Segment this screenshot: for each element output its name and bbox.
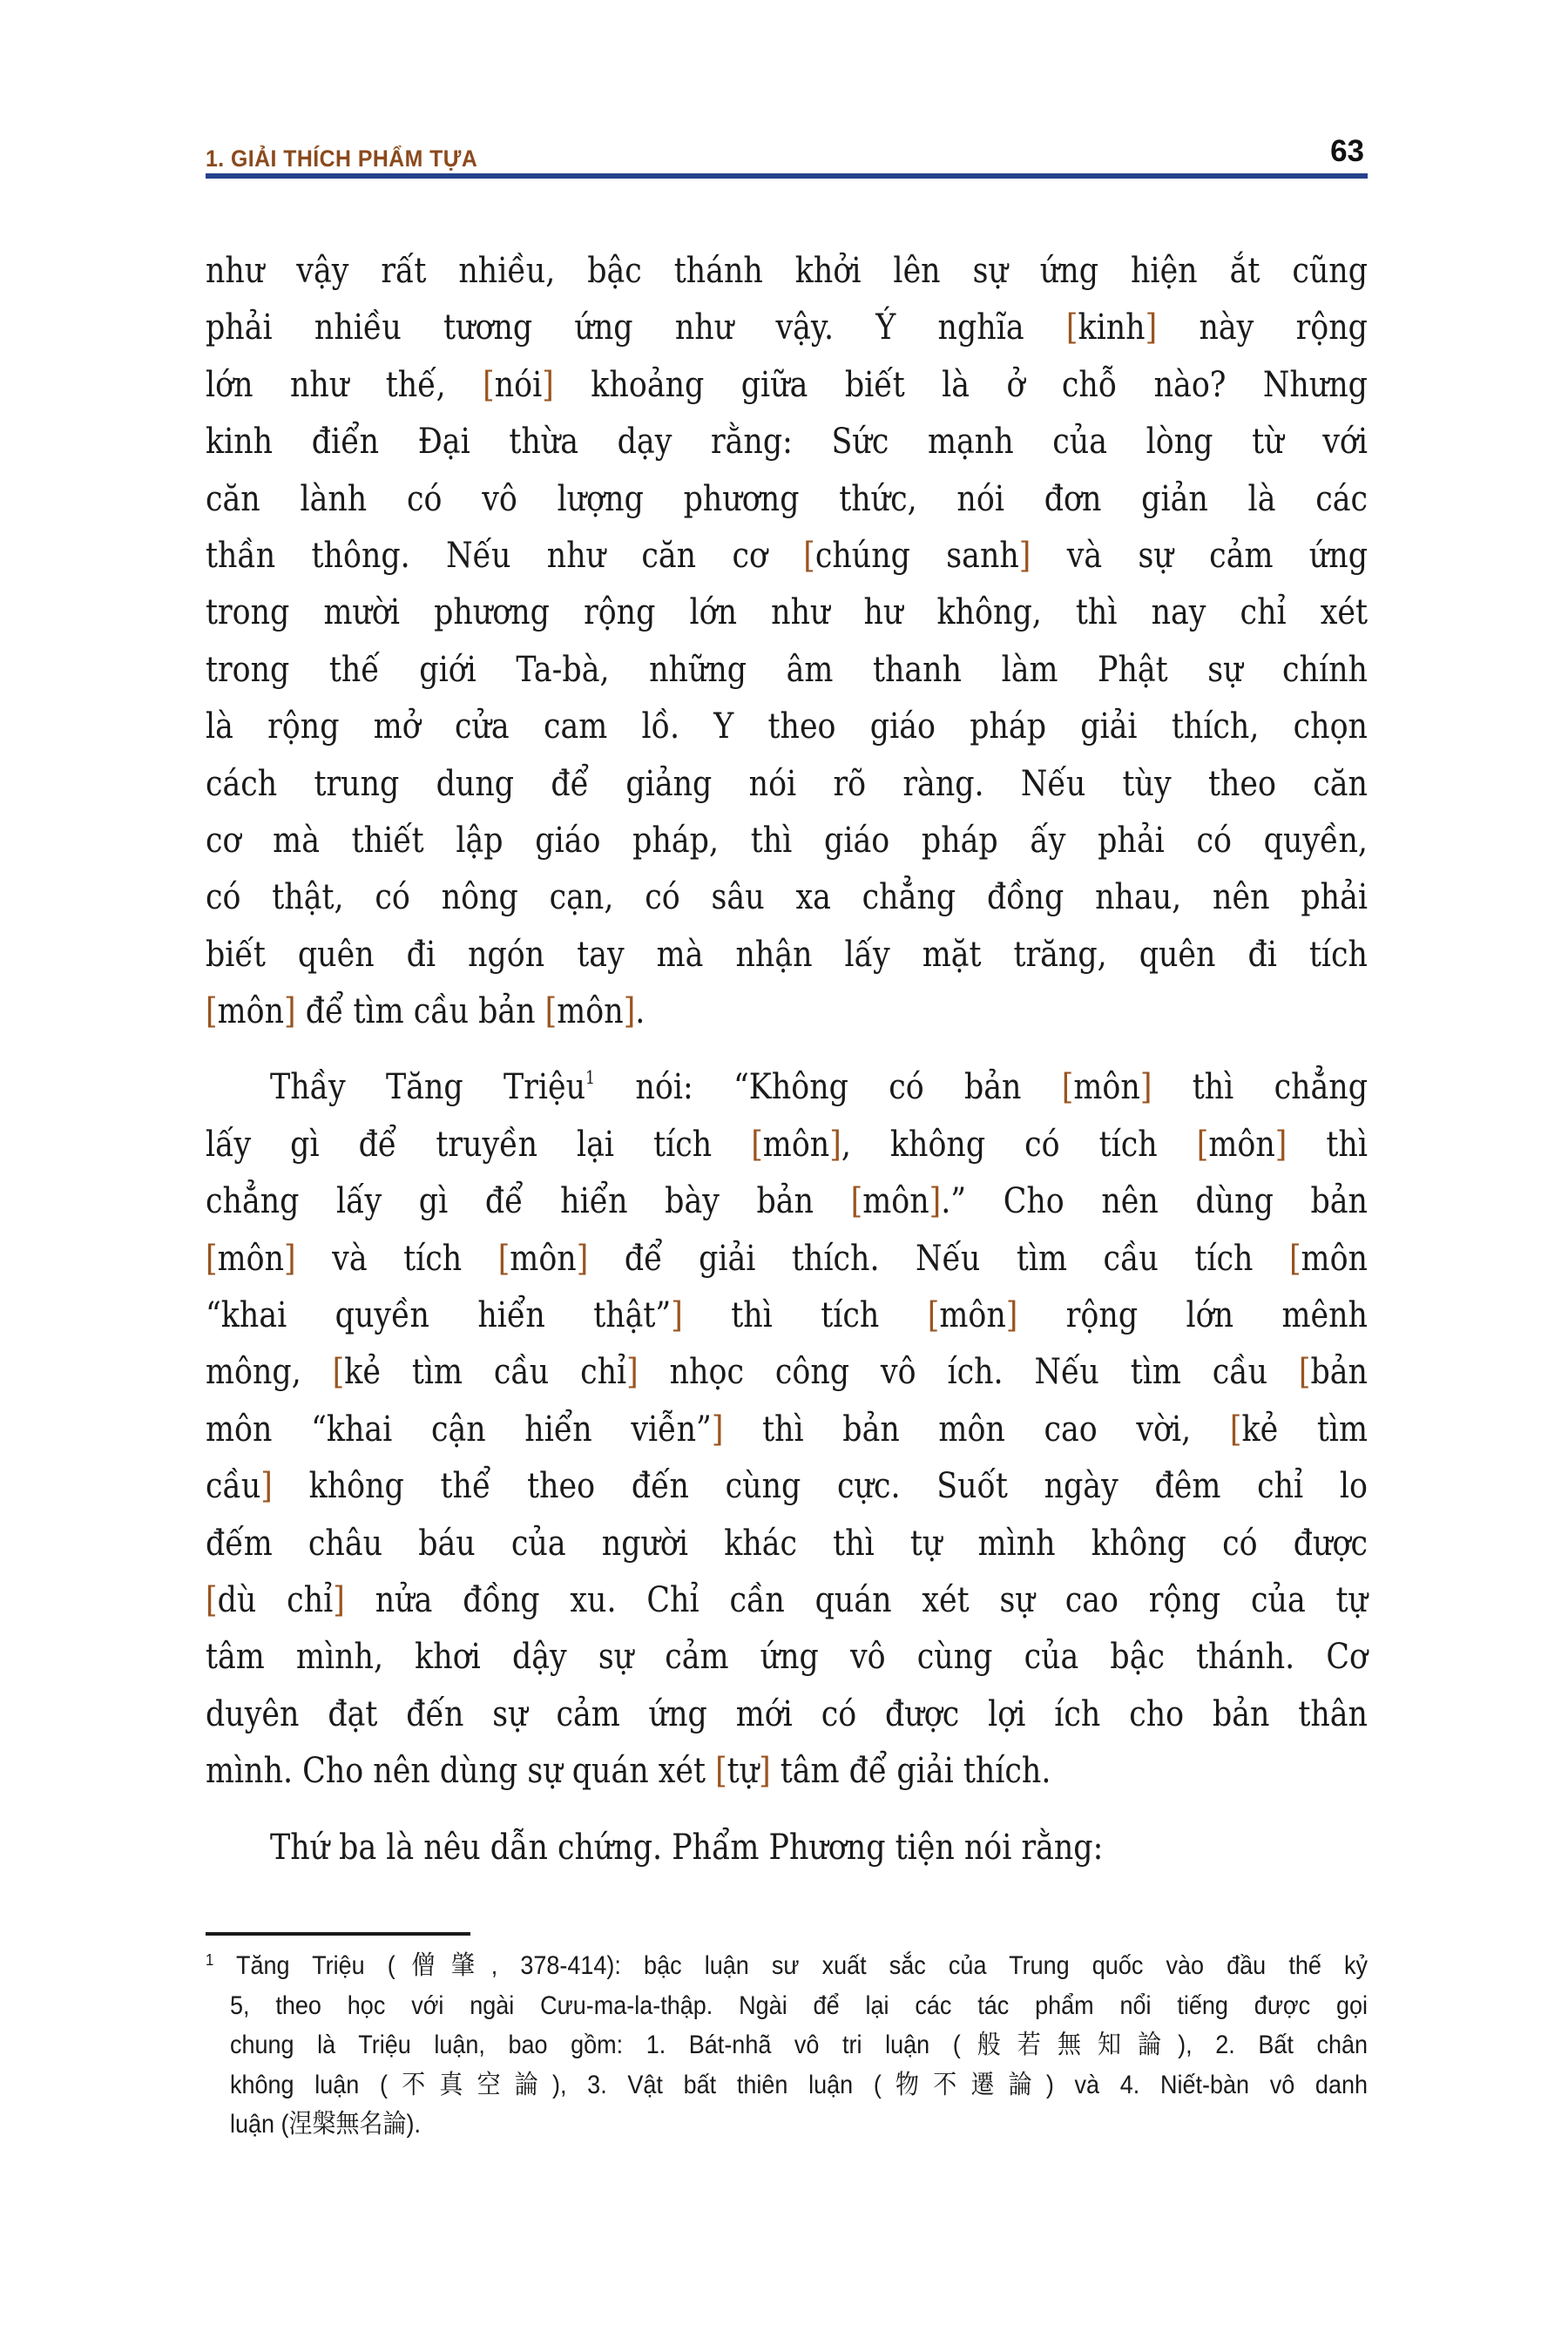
text-segment: nhọc công vô ích. Nếu tìm cầu — [638, 1350, 1299, 1393]
text-segment: Thầy Tăng Triệu — [269, 1065, 586, 1108]
text-line — [206, 812, 1368, 868]
paragraph-gap — [206, 1039, 1368, 1058]
editorial-bracket: ] — [1274, 1122, 1288, 1165]
text-segment: lớn như thế, — [206, 362, 483, 405]
text-line — [206, 1116, 1368, 1173]
text-segment: kẻ tìm cầu chỉ — [344, 1350, 627, 1393]
footnote — [206, 1946, 1368, 2145]
text-segment: nửa đồng xu. Chỉ cần quán xét sự cao rộng của tự — [344, 1578, 1368, 1620]
text-line — [206, 242, 1368, 299]
text-segment: thì chẳng — [1152, 1065, 1369, 1108]
text-segment: trong thế giới Ta-bà, những âm thanh làm Phật sự chính — [206, 647, 1368, 690]
text-segment: lấy gì để truyền lại tích — [206, 1122, 752, 1165]
footnote-marker: 1 — [206, 1950, 214, 1969]
footnote-line — [206, 2025, 1368, 2065]
editorial-bracket: ] — [284, 990, 296, 1032]
editorial-bracket: [ — [332, 1350, 345, 1393]
text-segment: thì tích — [682, 1294, 928, 1336]
paragraph-gap — [206, 1800, 1368, 1819]
text-line — [206, 1686, 1368, 1742]
editorial-bracket: ] — [671, 1294, 683, 1336]
text-segment: môn “khai cận hiển viễn” — [206, 1407, 712, 1450]
text-line — [206, 527, 1368, 584]
text-line — [206, 1230, 1368, 1287]
editorial-bracket: ] — [284, 1236, 296, 1279]
editorial-bracket: ] — [333, 1578, 345, 1620]
paragraph — [206, 242, 1368, 1039]
text-segment: để tìm cầu bản — [295, 990, 545, 1032]
text-line — [206, 470, 1368, 527]
editorial-bracket: [ — [1065, 306, 1078, 348]
footnote-reference: 1 — [585, 1067, 596, 1089]
text-segment: rộng lớn mênh — [1017, 1294, 1368, 1336]
editorial-bracket: [ — [1196, 1122, 1209, 1165]
text-line — [206, 1742, 1368, 1799]
text-segment: môn — [1301, 1236, 1368, 1279]
text-segment: nói — [494, 362, 543, 405]
editorial-bracket: ] — [1018, 533, 1031, 576]
editorial-bracket: [ — [544, 990, 558, 1032]
editorial-bracket: ] — [929, 1179, 942, 1222]
text-segment: kinh — [1078, 306, 1146, 348]
text-segment: như vậy rất nhiều, bậc thánh khởi lên sự ứng hiện ắt cũng — [206, 249, 1368, 291]
text-segment: để giải thích. Nếu tìm cầu tích — [588, 1236, 1289, 1279]
text-line — [206, 1343, 1368, 1400]
text-segment: và sự cảm ứng — [1031, 533, 1368, 576]
text-segment: môn — [862, 1179, 929, 1222]
editorial-bracket: ] — [829, 1122, 841, 1165]
editorial-bracket: ] — [623, 990, 636, 1032]
editorial-bracket: [ — [850, 1179, 863, 1222]
text-line — [206, 1287, 1368, 1343]
footnote-line — [206, 1946, 1368, 1986]
editorial-bracket: [ — [206, 990, 218, 1032]
text-line — [206, 1457, 1368, 1514]
footnote-line — [206, 2065, 1368, 2105]
editorial-bracket: ] — [1005, 1294, 1018, 1336]
text-segment: chúng sanh — [814, 533, 1019, 576]
text-line — [206, 1058, 1368, 1115]
footnote-line — [206, 1986, 1368, 2026]
editorial-bracket: ] — [542, 362, 554, 405]
text-segment: không thể theo đến cùng cực. Suốt ngày đêm chỉ lo — [272, 1464, 1368, 1507]
text-line — [206, 356, 1368, 413]
text-line — [206, 299, 1368, 355]
text-segment: “khai quyền hiển thật” — [206, 1294, 672, 1336]
chapter-title: 1. GIẢI THÍCH PHẨM TỰA — [206, 145, 478, 172]
editorial-bracket: [ — [497, 1236, 510, 1279]
text-line — [206, 641, 1368, 698]
text-line — [206, 1515, 1368, 1571]
editorial-bracket: [ — [1061, 1065, 1074, 1108]
text-segment: trong mười phương rộng lớn như hư không, thì nay chỉ xét — [206, 591, 1368, 633]
text-line — [206, 1628, 1368, 1685]
text-segment: thì — [1287, 1122, 1368, 1165]
text-segment: cách trung dung để giảng nói rõ ràng. Nếu tùy theo căn — [206, 761, 1368, 804]
text-segment: thần thông. Nếu như căn cơ — [206, 533, 804, 576]
text-line — [206, 1401, 1368, 1457]
text-segment: môn — [217, 990, 285, 1032]
text-segment: môn — [217, 1236, 285, 1279]
editorial-bracket: [ — [715, 1749, 727, 1792]
text-segment: chẳng lấy gì để hiển bày bản — [206, 1179, 851, 1222]
text-segment: bản — [1310, 1350, 1368, 1393]
footnote-text: luận (涅槃無名論). — [229, 2110, 422, 2139]
text-segment: biết quên đi ngón tay mà nhận lấy mặt trăng, quên đi tích — [206, 932, 1368, 975]
text-segment: duyên đạt đến sự cảm ứng mới có được lợi ích cho bản thân — [206, 1692, 1368, 1734]
text-line — [206, 926, 1368, 983]
text-segment: cơ mà thiết lập giáo pháp, thì giáo pháp ấy phải có quyền, — [206, 818, 1368, 861]
editorial-bracket: ] — [260, 1464, 273, 1507]
text-segment: tự — [727, 1749, 760, 1792]
running-header — [206, 127, 1366, 179]
text-segment: đếm châu báu của người khác thì tự mình không có được — [206, 1521, 1368, 1564]
text-segment: .” Cho nên dùng bản — [941, 1179, 1368, 1222]
text-segment: kinh điển Đại thừa dạy rằng: Sức mạnh của lòng từ với — [206, 420, 1368, 463]
text-segment: nói: “Không có bản — [595, 1065, 1062, 1108]
page-number: 63 — [1330, 134, 1364, 168]
editorial-bracket: [ — [483, 362, 495, 405]
editorial-bracket: ] — [1139, 1065, 1152, 1108]
text-segment: cầu — [206, 1464, 261, 1507]
paragraph — [206, 1819, 1368, 1876]
text-segment: môn — [557, 990, 624, 1032]
text-segment: mình. Cho nên dùng sự quán xét — [206, 1749, 716, 1792]
text-segment: kẻ tìm — [1241, 1407, 1368, 1450]
editorial-bracket: [ — [751, 1122, 763, 1165]
text-segment: môn — [1208, 1122, 1275, 1165]
editorial-bracket: ] — [626, 1350, 639, 1393]
text-segment: là rộng mở cửa cam lồ. Y theo giáo pháp giải thích, chọn — [206, 705, 1368, 747]
text-segment: môn — [510, 1236, 577, 1279]
text-line — [206, 755, 1368, 812]
text-line — [206, 1571, 1368, 1628]
text-segment: tâm mình, khơi dậy sự cảm ứng vô cùng của bậc thánh. Cơ — [206, 1635, 1368, 1678]
editorial-bracket: ] — [759, 1749, 771, 1792]
text-line — [206, 413, 1368, 470]
editorial-bracket: ] — [711, 1407, 724, 1450]
footnote-text: Tăng Triệu (僧肇, 378-414): bậc luận sư xuất sắc của Trung quốc vào đầu thế kỷ — [235, 1951, 1368, 1980]
text-segment: môn — [1073, 1065, 1140, 1108]
text-line — [206, 698, 1368, 754]
editorial-bracket: [ — [206, 1578, 218, 1620]
text-segment: có thật, có nông cạn, có sâu xa chẳng đồng nhau, nên phải — [206, 875, 1368, 918]
footnote-line — [206, 2105, 1368, 2145]
footnote-separator — [206, 1932, 470, 1936]
editorial-bracket: ] — [1145, 306, 1158, 348]
text-line — [206, 584, 1368, 640]
text-line — [206, 868, 1368, 925]
text-segment: căn lành có vô lượng phương thức, nói đơn giản là các — [206, 476, 1368, 519]
text-segment: môn — [762, 1122, 830, 1165]
editorial-bracket: [ — [206, 1236, 218, 1279]
text-segment: thì bản môn cao vời, — [723, 1407, 1230, 1450]
text-segment: mông, — [206, 1350, 333, 1393]
text-segment: dù chỉ — [217, 1578, 334, 1620]
text-segment: , không có tích — [841, 1122, 1197, 1165]
text-line — [206, 983, 1368, 1039]
footnote-text: 5, theo học với ngài Cưu-ma-la-thập. Ngài để lại các tác phẩm nổi tiếng được gọi — [229, 1990, 1368, 2020]
text-segment: . — [635, 990, 645, 1032]
editorial-bracket: ] — [576, 1236, 589, 1279]
text-segment: Thứ ba là nêu dẫn chứng. Phẩm Phương tiện nói rằng: — [269, 1825, 1104, 1868]
paragraph — [206, 1058, 1368, 1799]
editorial-bracket: [ — [803, 533, 815, 576]
text-segment: tâm để giải thích. — [770, 1749, 1051, 1792]
text-segment: này rộng — [1157, 306, 1368, 348]
footnote-text: chung là Triệu luận, bao gồm: 1. Bát-nhã vô tri luận (般若無知論), 2. Bất chân — [229, 2031, 1368, 2059]
text-line — [206, 1173, 1368, 1229]
text-segment: khoảng giữa biết là ở chỗ nào? Nhưng — [553, 362, 1368, 405]
text-segment: phải nhiều tương ứng như vậy. Ý nghĩa — [206, 306, 1066, 348]
text-segment: môn — [939, 1294, 1006, 1336]
editorial-bracket: [ — [1288, 1236, 1301, 1279]
editorial-bracket: [ — [1298, 1350, 1311, 1393]
header-rule — [206, 173, 1368, 179]
editorial-bracket: [ — [1229, 1407, 1242, 1450]
text-segment: và tích — [295, 1236, 498, 1279]
footnote-text: không luận (不真空論), 3. Vật bất thiên luận (物不遷論) và 4. Niết-bàn vô danh — [229, 2070, 1368, 2099]
text-line — [206, 1819, 1368, 1876]
editorial-bracket: [ — [927, 1294, 940, 1336]
body-text — [206, 242, 1368, 1876]
